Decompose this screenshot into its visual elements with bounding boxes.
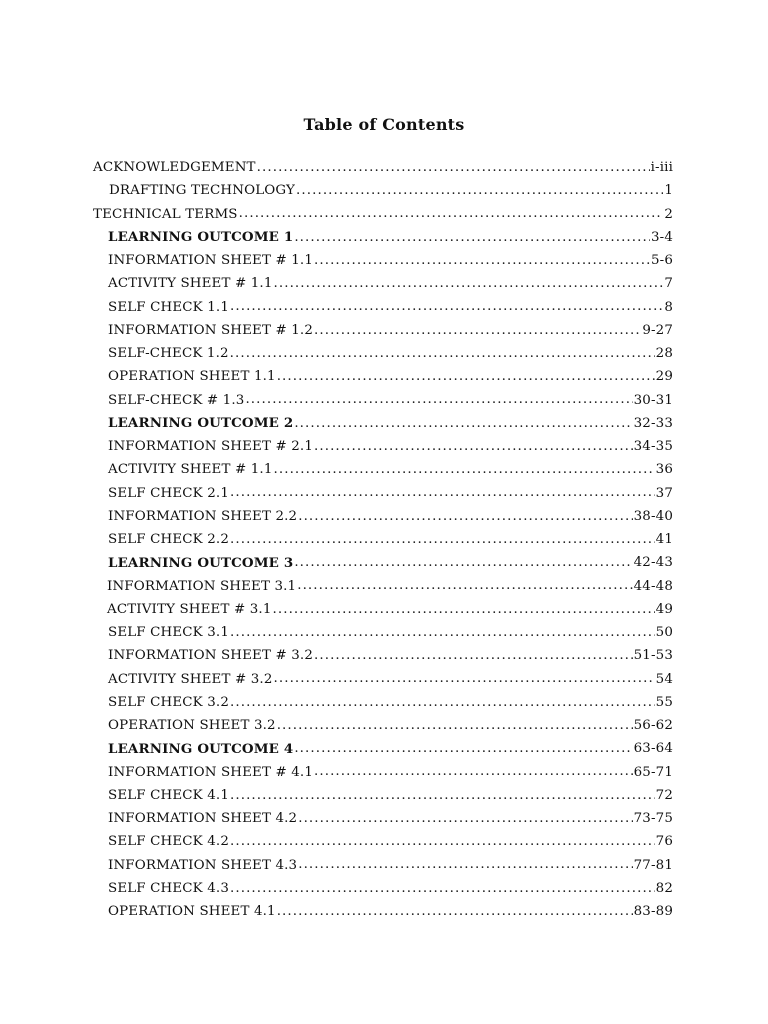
toc-entry-label: INFORMATION SHEET 3.1	[107, 578, 297, 594]
toc-entry[interactable]	[0, 458, 673, 481]
toc-entry-label: SELF CHECK 3.1	[108, 625, 229, 641]
toc-entry-learning-outcome-1[interactable]	[0, 226, 673, 249]
toc-entry-label: LEARNING OUTCOME 4	[108, 740, 294, 757]
toc-entry-page: 77-81	[633, 857, 673, 873]
toc-entry[interactable]	[0, 644, 673, 667]
toc-entry-label: INFORMATION SHEET # 1.1	[108, 253, 313, 269]
dot-leader	[298, 812, 632, 825]
toc-entry[interactable]	[0, 761, 673, 784]
dot-leader	[274, 463, 655, 476]
toc-entry[interactable]	[0, 854, 673, 877]
toc-entry-page: 29	[655, 369, 673, 385]
dot-leader	[230, 626, 655, 639]
toc-entry-label: INFORMATION SHEET 2.2	[108, 508, 298, 524]
toc-entry[interactable]	[0, 505, 673, 528]
toc-entry-page: 73-75	[633, 811, 673, 827]
toc-entry-page: 42-43	[633, 555, 673, 571]
dot-leader	[294, 742, 632, 755]
toc-entry[interactable]	[0, 621, 673, 644]
toc-list	[0, 156, 768, 923]
page-title: Table of Contents	[303, 115, 465, 134]
toc-entry[interactable]	[0, 714, 673, 737]
toc-entry-label: DRAFTING TECHNOLOGY	[109, 183, 296, 199]
toc-entry[interactable]	[0, 900, 673, 923]
toc-entry-page: 82	[655, 880, 673, 896]
dot-leader	[298, 858, 632, 871]
dot-leader	[274, 672, 655, 685]
dot-leader	[314, 324, 641, 337]
toc-entry-learning-outcome-3[interactable]	[0, 551, 673, 574]
dot-leader	[230, 347, 655, 360]
toc-entry-page: 55	[655, 694, 673, 710]
toc-entry-label: ACTIVITY SHEET # 1.1	[108, 462, 273, 478]
toc-entry-label: INFORMATION SHEET 4.3	[108, 857, 298, 873]
toc-entry-label: SELF-CHECK # 1.3	[108, 392, 245, 408]
dot-leader	[277, 905, 633, 918]
toc-entry[interactable]	[0, 272, 673, 295]
toc-entry-label: SELF CHECK 4.3	[108, 880, 229, 896]
toc-entry-page: i-iii	[650, 160, 673, 176]
toc-entry[interactable]	[0, 691, 673, 714]
toc-entry-page: 83-89	[633, 904, 673, 920]
dot-leader	[230, 882, 655, 895]
dot-leader	[274, 277, 664, 290]
toc-entry-page: 36	[655, 462, 673, 478]
dot-leader	[230, 696, 655, 709]
dot-leader	[314, 649, 633, 662]
toc-entry-label: INFORMATION SHEET # 1.2	[108, 322, 313, 338]
toc-entry-page: 5-6	[650, 253, 673, 269]
toc-entry-label: SELF CHECK 3.2	[108, 694, 229, 710]
toc-entry[interactable]	[0, 598, 673, 621]
toc-entry[interactable]	[0, 319, 673, 342]
toc-entry-label: LEARNING OUTCOME 1	[108, 229, 294, 246]
toc-entry-label: ACKNOWLEDGEMENT	[93, 160, 256, 176]
dot-leader	[298, 510, 632, 523]
dot-leader	[230, 835, 655, 848]
toc-entry-page: 41	[655, 532, 673, 548]
toc-entry-drafting-technology[interactable]	[0, 179, 673, 202]
toc-entry-page: 2	[664, 206, 673, 222]
toc-entry-acknowledgement[interactable]	[0, 156, 673, 179]
dot-leader	[230, 789, 655, 802]
toc-entry-label: SELF CHECK 1.1	[108, 299, 229, 315]
toc-entry-page: 65-71	[633, 764, 673, 780]
toc-entry-page: 54	[655, 671, 673, 687]
dot-leader	[294, 556, 632, 569]
toc-entry-page: 44-48	[633, 578, 673, 594]
toc-entry-page: 49	[655, 601, 673, 617]
toc-entry[interactable]	[0, 830, 673, 853]
dot-leader	[294, 231, 650, 244]
toc-entry-page: 3-4	[650, 229, 673, 245]
toc-entry[interactable]	[0, 784, 673, 807]
toc-entry[interactable]	[0, 342, 673, 365]
dot-leader	[297, 579, 632, 592]
toc-entry-label: ACTIVITY SHEET # 1.1	[108, 276, 273, 292]
dot-leader	[245, 393, 632, 406]
toc-entry[interactable]	[0, 296, 673, 319]
toc-entry-label: ACTIVITY SHEET # 3.2	[108, 671, 273, 687]
toc-entry-page: 51-53	[633, 648, 673, 664]
toc-entry-page: 37	[655, 485, 673, 501]
toc-entry-page: 63-64	[633, 741, 673, 757]
toc-entry-page: 9-27	[642, 322, 673, 338]
toc-entry-label: INFORMATION SHEET # 3.2	[108, 648, 313, 664]
dot-leader	[296, 184, 663, 197]
toc-entry-label: SELF CHECK 4.1	[108, 787, 229, 803]
toc-entry-page: 8	[664, 299, 673, 315]
toc-entry-label: SELF CHECK 2.1	[108, 485, 229, 501]
toc-entry[interactable]	[0, 435, 673, 458]
dot-leader	[230, 486, 655, 499]
dot-leader	[277, 719, 633, 732]
toc-entry-technical-terms[interactable]	[0, 203, 673, 226]
toc-entry[interactable]	[0, 482, 673, 505]
toc-entry-label: SELF CHECK 2.2	[108, 532, 229, 548]
toc-entry[interactable]	[0, 249, 673, 272]
toc-entry-page: 7	[664, 276, 673, 292]
toc-entry-learning-outcome-2[interactable]	[0, 412, 673, 435]
toc-entry-page: 76	[655, 834, 673, 850]
toc-entry-label: SELF CHECK 4.2	[108, 834, 229, 850]
toc-entry-label: LEARNING OUTCOME 2	[108, 415, 294, 432]
toc-entry-page: 1	[664, 183, 673, 199]
toc-entry-page: 28	[655, 346, 673, 362]
toc-entry-page: 32-33	[633, 415, 673, 431]
toc-entry-label: TECHNICAL TERMS	[93, 206, 238, 222]
toc-entry[interactable]	[0, 575, 673, 598]
toc-entry[interactable]	[0, 668, 673, 691]
toc-entry-label: SELF-CHECK 1.2	[108, 346, 229, 362]
dot-leader	[239, 207, 664, 220]
dot-leader	[314, 440, 633, 453]
toc-entry[interactable]	[0, 365, 673, 388]
toc-entry-label: OPERATION SHEET 1.1	[108, 369, 276, 385]
toc-entry-page: 56-62	[633, 718, 673, 734]
dot-leader	[230, 300, 663, 313]
toc-entry-page: 50	[655, 625, 673, 641]
toc-entry-label: INFORMATION SHEET 4.2	[108, 811, 298, 827]
dot-leader	[314, 765, 633, 778]
toc-entry-page: 34-35	[633, 439, 673, 455]
dot-leader	[257, 161, 650, 174]
dot-leader	[294, 417, 632, 430]
toc-entry-page: 30-31	[633, 392, 673, 408]
toc-entry-label: INFORMATION SHEET # 2.1	[108, 439, 313, 455]
toc-entry-label: OPERATION SHEET 4.1	[108, 904, 276, 920]
toc-entry-page: 72	[655, 787, 673, 803]
toc-entry[interactable]	[0, 877, 673, 900]
dot-leader	[273, 603, 655, 616]
toc-entry[interactable]	[0, 528, 673, 551]
toc-entry-label: OPERATION SHEET 3.2	[108, 718, 276, 734]
toc-entry[interactable]	[0, 807, 673, 830]
toc-entry-page: 38-40	[633, 508, 673, 524]
toc-entry[interactable]	[0, 389, 673, 412]
dot-leader	[277, 370, 655, 383]
dot-leader	[314, 254, 650, 267]
dot-leader	[230, 533, 655, 546]
toc-entry-learning-outcome-4[interactable]	[0, 737, 673, 760]
toc-entry-label: LEARNING OUTCOME 3	[108, 554, 294, 571]
toc-entry-label: INFORMATION SHEET # 4.1	[108, 764, 313, 780]
toc-entry-label: ACTIVITY SHEET # 3.1	[107, 601, 272, 617]
